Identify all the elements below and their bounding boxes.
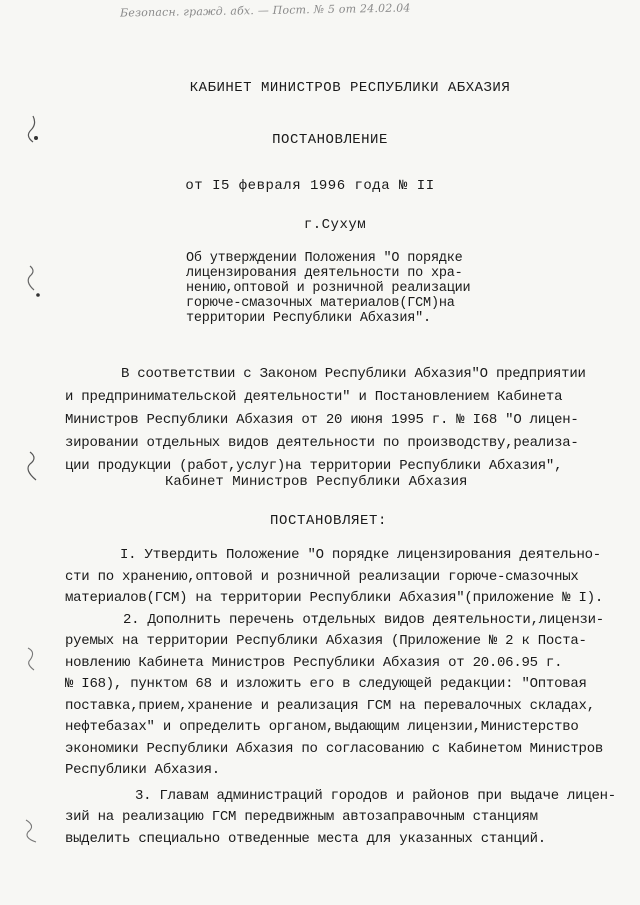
document-type: ПОСТАНОВЛЕНИЕ: [272, 132, 388, 148]
item-1-line: сти по хранению,оптовой и розничной реализации горюче-смазочных: [65, 568, 579, 585]
subject-line: горюче-смазочных материалов(ГСМ)на: [186, 296, 455, 311]
subject-line: Об утверждении Положения "О порядке: [186, 251, 463, 266]
subject-line: лицензирования деятельности по хра-: [186, 266, 463, 281]
subject-line: нению,оптовой и розничной реализации: [186, 281, 471, 296]
item-2-line: Республики Абхазия.: [65, 762, 220, 778]
item-3-line: зий на реализацию ГСМ передвижным автозаправочным станциям: [65, 809, 538, 825]
item-1-line: I. Утвердить Положение "О порядке лицензирования деятельно-: [120, 547, 601, 563]
ministry-header: КАБИНЕТ МИНИСТРОВ РЕСПУБЛИКИ АБХАЗИЯ: [189, 80, 511, 96]
binder-hole-mark: [0, 262, 50, 302]
item-2-line: поставка,прием,хранение и реализация ГСМ на перевалочных складах,: [65, 697, 595, 714]
item-3-line: выделить специально отведенные места для указанных станций.: [65, 830, 546, 847]
item-2-line: нефтебазах" и определить органом,выдающим лицензии,Министерство: [65, 719, 579, 735]
item-2-line: руемых на территории Республики Абхазия (Приложение № 2 к Поста-: [65, 633, 587, 649]
binder-hole-mark: [0, 448, 50, 488]
cabinet-line: Кабинет Министров Республики Абхазия: [165, 474, 468, 490]
item-1-line: материалов(ГСМ) на территории Республики Абхазия"(приложение № I).: [65, 590, 603, 606]
handwritten-note: Безопасн. гражд. абх. — Пост. № 5 от 24.02.04: [119, 1, 411, 20]
decree-date: от I5 февраля 1996 года № II: [185, 178, 435, 194]
item-2-line: № I68), пунктом 68 и изложить его в следующей редакции: "Оптовая: [65, 676, 587, 692]
preamble-line: Министров Республики Абхазия от 20 июня 1995 г. № I68 "О лицен-: [65, 412, 579, 428]
resolves-heading: ПОСТАНОВЛЯЕТ:: [270, 513, 388, 529]
city: г.Сухум: [303, 217, 367, 233]
preamble-line: и предпринимательской деятельности" и Постановлением Кабинета: [65, 389, 563, 405]
preamble: [65, 363, 625, 478]
item-2-line: 2. Дополнить перечень отдельных видов деятельности,лицензи-: [123, 611, 604, 628]
decree-subject: [186, 251, 486, 326]
item-2-line: экономики Республики Абхазия по согласованию с Кабинетом Министров: [65, 740, 603, 757]
binder-hole-mark: [0, 110, 50, 150]
preamble-line: ции продукции (работ,услуг)на территории Республики Абхазия",: [65, 458, 563, 474]
subject-line: территории Республики Абхазия".: [186, 311, 431, 326]
decree-items: [65, 545, 625, 850]
binder-hole-mark: [0, 640, 50, 680]
item-2-line: новлению Кабинета Министров Республики Абхазия от 20.06.95 г.: [65, 654, 563, 671]
item-3-line: 3. Главам администраций городов и районов при выдаче лицен-: [135, 787, 616, 804]
binder-hole-mark: [0, 810, 50, 850]
preamble-line: зировании отдельных видов деятельности по производству,реализа-: [65, 435, 579, 451]
preamble-line: В соответствии с Законом Республики Абхазия"О предприятии: [121, 366, 586, 382]
